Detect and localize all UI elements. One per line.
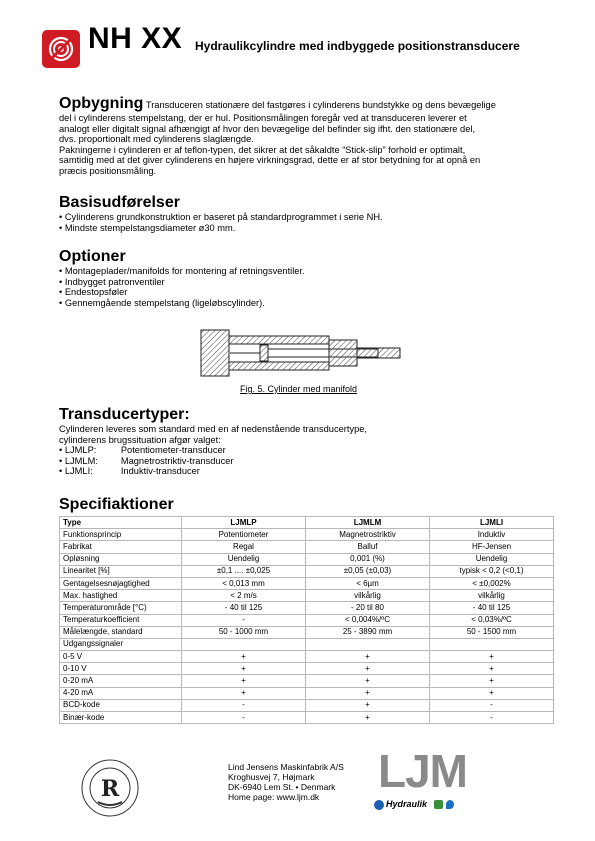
list-item: • Gennemgående stempelstang (ligeløbscylinder). bbox=[59, 298, 559, 309]
table-header-cell: Type bbox=[60, 517, 182, 529]
list-item: • LJMLM: Magnetrostriktiv-transducer bbox=[59, 455, 234, 466]
opbygning-line: Pakningerne i cylinderen er af teflon-typen, det sikrer at det såkaldte “Stick-slip” forhold er optimalt, bbox=[59, 144, 466, 155]
table-cell: - bbox=[182, 614, 306, 626]
row-label-cell: Målelængde, standard bbox=[60, 626, 182, 638]
table-cell: + bbox=[306, 687, 430, 699]
type-code: LJMLI: bbox=[64, 466, 93, 477]
table-header-cell: LJMLI bbox=[430, 517, 554, 529]
table-cell: typisk < 0,2 (<0,1) bbox=[430, 565, 554, 577]
table-cell: Induktiv bbox=[430, 529, 554, 541]
opbygning-line: del i cylinderens stempelstang, der er hul. Positionsmålingen foregår ved at transduceren leverer et bbox=[59, 113, 467, 123]
table-cell: + bbox=[430, 651, 554, 663]
table-cell bbox=[182, 638, 306, 650]
table-cell: - 40 til 125 bbox=[182, 602, 306, 614]
opbygning-line: analogt eller digitalt signal afhængigt af hvor den bevægelige del befinder sig ifht. den stationære del, bbox=[59, 123, 476, 134]
table-row bbox=[60, 638, 554, 650]
address-line: Kroghusvej 7, Højmark bbox=[228, 772, 315, 782]
row-label-cell: Opløsning bbox=[60, 553, 182, 565]
row-label-cell: Linearitet [%] bbox=[60, 565, 182, 577]
table-cell: - bbox=[430, 712, 554, 724]
section-basis bbox=[59, 194, 559, 233]
ljm-logo: LJM bbox=[378, 745, 467, 797]
transducer-line: Cylinderen leveres som standard med en af nedenstående transducertype, bbox=[59, 424, 368, 434]
table-cell: 50 - 1500 mm bbox=[430, 626, 554, 638]
footer-address bbox=[228, 762, 344, 802]
table-row bbox=[60, 602, 554, 614]
page-subtitle: Hydraulikcylindre med indbyggede positionstransducere bbox=[195, 39, 520, 53]
type-code: LJMLP: bbox=[64, 445, 97, 456]
table-row bbox=[60, 663, 554, 675]
list-item: • Cylinderens grundkonstruktion er baseret på standardprogrammet i serie NH. bbox=[59, 212, 559, 223]
table-cell: < ±0,002% bbox=[430, 577, 554, 589]
opbygning-line: præcis positionsmåling. bbox=[59, 165, 157, 176]
table-row bbox=[60, 699, 554, 711]
section-heading: Optioner bbox=[59, 248, 126, 265]
table-cell: + bbox=[430, 663, 554, 675]
table-cell: - bbox=[182, 699, 306, 711]
row-label-cell: 0-20 mA bbox=[60, 675, 182, 687]
table-row bbox=[60, 614, 554, 626]
row-label-cell: Temperaturområde [°C) bbox=[60, 602, 182, 614]
table-row bbox=[60, 577, 554, 589]
figure-caption: Fig. 5. Cylinder med manifold bbox=[240, 384, 358, 394]
row-label-cell: 0-10 V bbox=[60, 663, 182, 675]
table-row bbox=[60, 553, 554, 565]
table-cell: < 0,004%/ºC bbox=[306, 614, 430, 626]
transducer-type-list bbox=[59, 445, 559, 477]
opbygning-lead: Transduceren stationære del fastgøres i cylinderens bundstykke og dens bevægelige bbox=[145, 100, 496, 110]
table-cell: - bbox=[430, 699, 554, 711]
row-label-cell: 0-5 V bbox=[60, 651, 182, 663]
list-item: • LJMLP: Potentiometer-transducer bbox=[59, 445, 226, 456]
table-cell: Uendelig bbox=[430, 553, 554, 565]
table-cell: + bbox=[430, 687, 554, 699]
section-heading: Basisudførelser bbox=[59, 194, 180, 211]
table-cell: + bbox=[306, 663, 430, 675]
row-label-cell: Binær-kode bbox=[60, 712, 182, 724]
address-line: DK-6940 Lem St. • Denmark bbox=[228, 782, 336, 792]
row-label-cell: Fabrikat bbox=[60, 541, 182, 553]
table-cell: 25 - 3890 mm bbox=[306, 626, 430, 638]
row-label-cell: Temperaturkoefficient bbox=[60, 614, 182, 626]
row-label-cell: Gentagelsesnøjagtighed bbox=[60, 577, 182, 589]
table-row bbox=[60, 712, 554, 724]
table-cell bbox=[430, 638, 554, 650]
table-cell: < 0,03%/ºC bbox=[430, 614, 554, 626]
section-opbygning bbox=[59, 95, 559, 177]
type-code: LJMLM: bbox=[64, 455, 98, 466]
table-cell: - bbox=[182, 712, 306, 724]
table-row bbox=[60, 687, 554, 699]
table-cell: Potentiometer bbox=[182, 529, 306, 541]
type-desc: Induktiv-transducer bbox=[120, 466, 200, 477]
transducer-line: cylinderens brugssituation afgør valget: bbox=[59, 434, 221, 445]
list-item: • Endestopsføler bbox=[59, 287, 559, 298]
table-cell: 50 - 1000 mm bbox=[182, 626, 306, 638]
company-logo-icon bbox=[42, 30, 80, 68]
svg-text:R: R bbox=[100, 776, 120, 802]
table-cell: + bbox=[306, 712, 430, 724]
table-header-cell: LJMLP bbox=[182, 517, 306, 529]
table-cell: 0,001 (%) bbox=[306, 553, 430, 565]
table-cell: + bbox=[430, 675, 554, 687]
table-cell: vilkårlig bbox=[306, 590, 430, 602]
cylinder-manifold-drawing bbox=[200, 328, 410, 378]
globe-icon bbox=[374, 800, 384, 810]
table-header-row bbox=[60, 517, 554, 529]
leaf-icon bbox=[434, 800, 443, 809]
page-title: NH XX bbox=[88, 22, 183, 55]
table-row bbox=[60, 626, 554, 638]
table-cell: - 40 til 125 bbox=[430, 602, 554, 614]
table-cell: < 2 m/s bbox=[182, 590, 306, 602]
type-desc: Potentiometer-transducer bbox=[120, 445, 226, 456]
list-item: • LJMLI: Induktiv-transducer bbox=[59, 466, 200, 477]
table-row bbox=[60, 529, 554, 541]
brand-name: Hydraulik bbox=[386, 799, 428, 809]
opbygning-text bbox=[59, 95, 559, 177]
list-item: • Indbygget patronventiler bbox=[59, 277, 559, 288]
table-cell: + bbox=[182, 687, 306, 699]
row-label-cell: BCD-kode bbox=[60, 699, 182, 711]
table-cell: - 20 til 80 bbox=[306, 602, 430, 614]
table-cell: Regal bbox=[182, 541, 306, 553]
table-cell: HF-Jensen bbox=[430, 541, 554, 553]
table-header-cell: LJMLM bbox=[306, 517, 430, 529]
table-cell bbox=[306, 638, 430, 650]
table-cell: + bbox=[306, 675, 430, 687]
row-label-cell: 4-20 mA bbox=[60, 687, 182, 699]
row-label-cell: Funktionsprincip bbox=[60, 529, 182, 541]
address-line: Lind Jensens Maskinfabrik A/S bbox=[228, 762, 344, 772]
opbygning-line: dvs. proportionalt med cylinderens slaglængde. bbox=[59, 134, 254, 145]
table-cell: + bbox=[306, 699, 430, 711]
table-cell: ±0,1 .... ±0,025 bbox=[182, 565, 306, 577]
table-cell: + bbox=[306, 651, 430, 663]
type-desc: Magnetrostriktiv-transducer bbox=[120, 455, 234, 466]
drop-icon bbox=[446, 800, 454, 809]
section-transducer bbox=[59, 406, 559, 477]
table-cell: + bbox=[182, 675, 306, 687]
section-optioner bbox=[59, 248, 559, 308]
table-cell: Uendelig bbox=[182, 553, 306, 565]
section-heading: Transducertyper: bbox=[59, 406, 190, 423]
section-heading: Opbygning bbox=[59, 95, 144, 112]
spec-table bbox=[59, 516, 554, 724]
table-cell: + bbox=[182, 663, 306, 675]
opbygning-line: samtidig med at det giver cylinderens en højere virkningsgrad, dette er af stor betydning for at opnå en bbox=[59, 155, 481, 166]
table-cell: + bbox=[182, 651, 306, 663]
list-item: • Montageplader/manifolds for montering af retningsventiler. bbox=[59, 266, 559, 277]
table-row bbox=[60, 541, 554, 553]
table-cell: < 6µm bbox=[306, 577, 430, 589]
table-row bbox=[60, 590, 554, 602]
list-item: • Mindste stempelstangsdiameter ø30 mm. bbox=[59, 223, 559, 234]
table-row bbox=[60, 651, 554, 663]
table-cell: vilkårlig bbox=[430, 590, 554, 602]
row-label-cell: Max. hastighed bbox=[60, 590, 182, 602]
spec-table-wrap bbox=[59, 516, 554, 724]
table-cell: Balluf bbox=[306, 541, 430, 553]
table-row bbox=[60, 565, 554, 577]
address-line: Home page: www.ljm.dk bbox=[228, 792, 320, 802]
table-cell: ±0,05 (±0,03) bbox=[306, 565, 430, 577]
table-cell: < 0,013 mm bbox=[182, 577, 306, 589]
section-heading: Specifiaktioner bbox=[59, 496, 174, 513]
quality-seal-icon bbox=[80, 758, 140, 818]
row-label-cell: Udgangssignaler bbox=[60, 638, 182, 650]
table-cell: Magnetrostriktiv bbox=[306, 529, 430, 541]
table-row bbox=[60, 675, 554, 687]
